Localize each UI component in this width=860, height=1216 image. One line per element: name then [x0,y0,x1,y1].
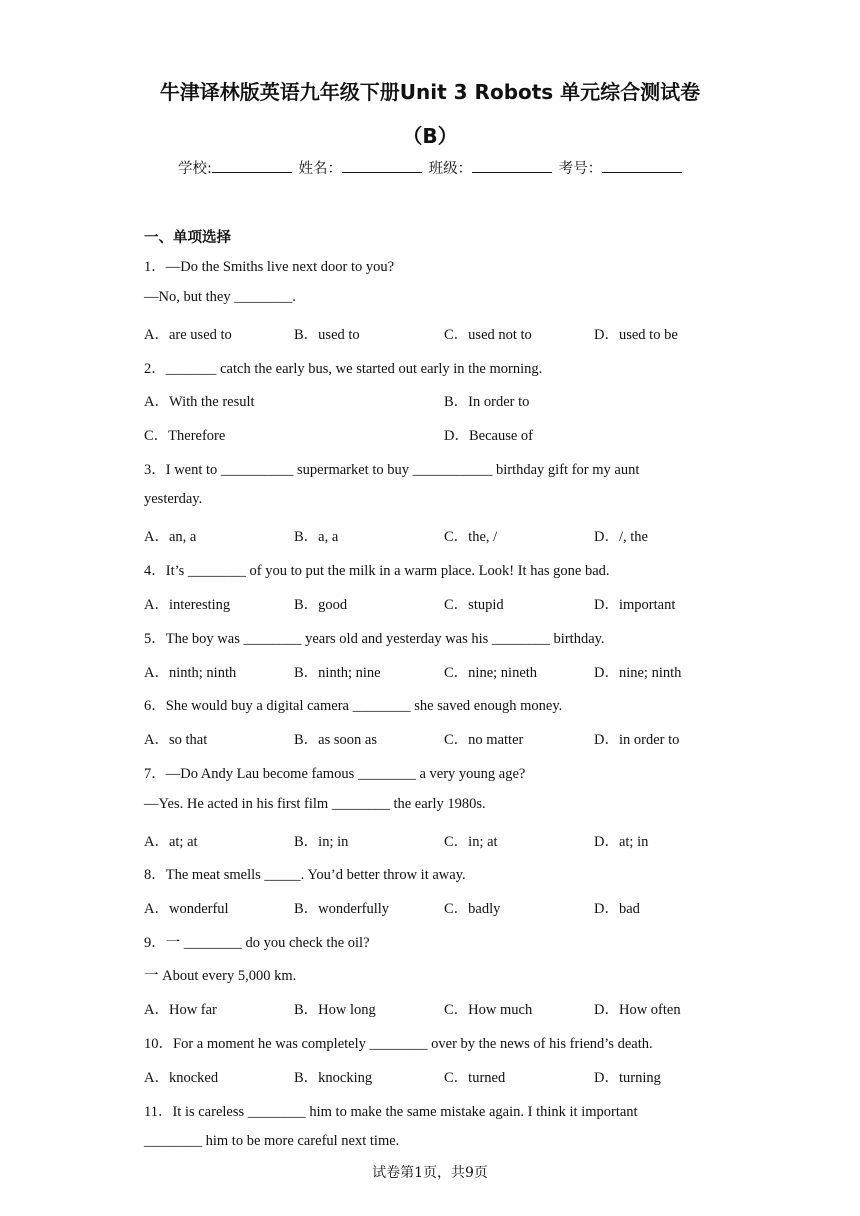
question-1-reply: —No, but they ________. [144,289,296,305]
question-7-reply: —Yes. He acted in his first film ________ the early 1980s. [144,796,486,812]
id-label: 考号： [558,161,603,177]
id-blank[interactable] [602,158,682,173]
question-5-option-b[interactable]: B．ninth; nine [294,665,381,681]
name-label: 姓名： [298,161,342,177]
question-8-option-c[interactable]: C．badly [444,901,501,917]
question-9-option-c[interactable]: C．How much [444,1002,533,1018]
question-6-stem: 6．She would buy a digital camera ________ she saved enough money. [144,698,563,714]
class-label: 班级： [428,161,473,177]
question-5-stem: 5．The boy was ________ years old and yesterday was his ________ birthday. [144,631,605,647]
question-7-option-c[interactable]: C．in; at [444,834,498,850]
question-5-option-d[interactable]: D．nine; ninth [594,665,682,681]
question-9-stem: 9．一 ________ do you check the oil? [144,935,370,951]
question-1-option-b[interactable]: B．used to [294,327,360,343]
school-blank[interactable] [212,158,292,173]
question-3-option-d[interactable]: D．/, the [594,529,648,545]
question-3-stem: 3．I went to __________ supermarket to buy ___________ birthday gift for my aunt [144,462,640,478]
question-2-option-b[interactable]: B．In order to [444,394,530,410]
question-2-option-c[interactable]: C．Therefore [144,428,226,444]
section-title: 一、单项选择 [144,230,231,246]
question-3-option-c[interactable]: C．the, / [444,529,498,545]
question-4-option-c[interactable]: C．stupid [444,597,504,613]
question-2-option-d[interactable]: D．Because of [444,428,533,444]
question-10-stem: 10．For a moment he was completely ________ over by the news of his friend’s death. [144,1036,653,1052]
question-10-option-c[interactable]: C．turned [444,1070,506,1086]
question-8-stem: 8．The meat smells _____. You’d better throw it away. [144,867,466,883]
question-8-option-a[interactable]: A．wonderful [144,901,229,917]
question-11-stem-cont: ________ him to be more careful next time. [144,1133,400,1149]
class-blank[interactable] [472,158,552,173]
question-8-option-d[interactable]: D．bad [594,901,640,917]
question-10-option-d[interactable]: D．turning [594,1070,661,1086]
name-blank[interactable] [342,158,422,173]
question-4-option-d[interactable]: D．important [594,597,676,613]
page-title: 牛津译林版英语九年级下册Unit 3 Robots 单元综合测试卷 [159,80,701,104]
question-10-option-a[interactable]: A．knocked [144,1070,219,1086]
question-9-option-b[interactable]: B．How long [294,1002,376,1018]
question-3-option-a[interactable]: A．an, a [144,529,197,545]
question-7-option-b[interactable]: B．in; in [294,834,349,850]
question-10-option-b[interactable]: B．knocking [294,1070,373,1086]
question-9-option-a[interactable]: A．How far [144,1002,217,1018]
question-6-option-a[interactable]: A．so that [144,732,208,748]
question-6-option-c[interactable]: C．no matter [444,732,524,748]
page-title-suffix: （B） [402,124,458,148]
question-4-stem: 4．It’s ________ of you to put the milk in a warm place. Look! It has gone bad. [144,563,610,579]
question-4-option-a[interactable]: A．interesting [144,597,231,613]
question-11-stem: 11．It is careless ________ him to make the same mistake again. I think it important [144,1104,638,1120]
question-1-option-d[interactable]: D．used to be [594,327,678,343]
question-6-option-d[interactable]: D．in order to [594,732,680,748]
question-7-option-d[interactable]: D．at; in [594,834,649,850]
question-7-stem: 7．—Do Andy Lau become famous ________ a very young age? [144,766,526,782]
question-1-option-c[interactable]: C．used not to [444,327,532,343]
question-4-option-b[interactable]: B．good [294,597,348,613]
question-5-option-c[interactable]: C．nine; nineth [444,665,538,681]
question-1-option-a[interactable]: A．are used to [144,327,232,343]
school-label: 学校: [178,161,212,177]
question-1-stem: 1．—Do the Smiths live next door to you? [144,259,395,275]
question-2-stem: 2．_______ catch the early bus, we started out early in the morning. [144,361,543,377]
page-footer: 试卷第1页，共9页 [372,1165,488,1181]
question-8-option-b[interactable]: B．wonderfully [294,901,390,917]
question-6-option-b[interactable]: B．as soon as [294,732,377,748]
question-9-reply: 一 About every 5,000 km. [144,968,297,984]
question-2-option-a[interactable]: A．With the result [144,394,255,410]
question-9-option-d[interactable]: D．How often [594,1002,681,1018]
question-5-option-a[interactable]: A．ninth; ninth [144,665,237,681]
student-info [178,157,684,178]
question-7-option-a[interactable]: A．at; at [144,834,198,850]
question-3-option-b[interactable]: B．a, a [294,529,339,545]
question-3-stem-cont: yesterday. [144,491,203,507]
